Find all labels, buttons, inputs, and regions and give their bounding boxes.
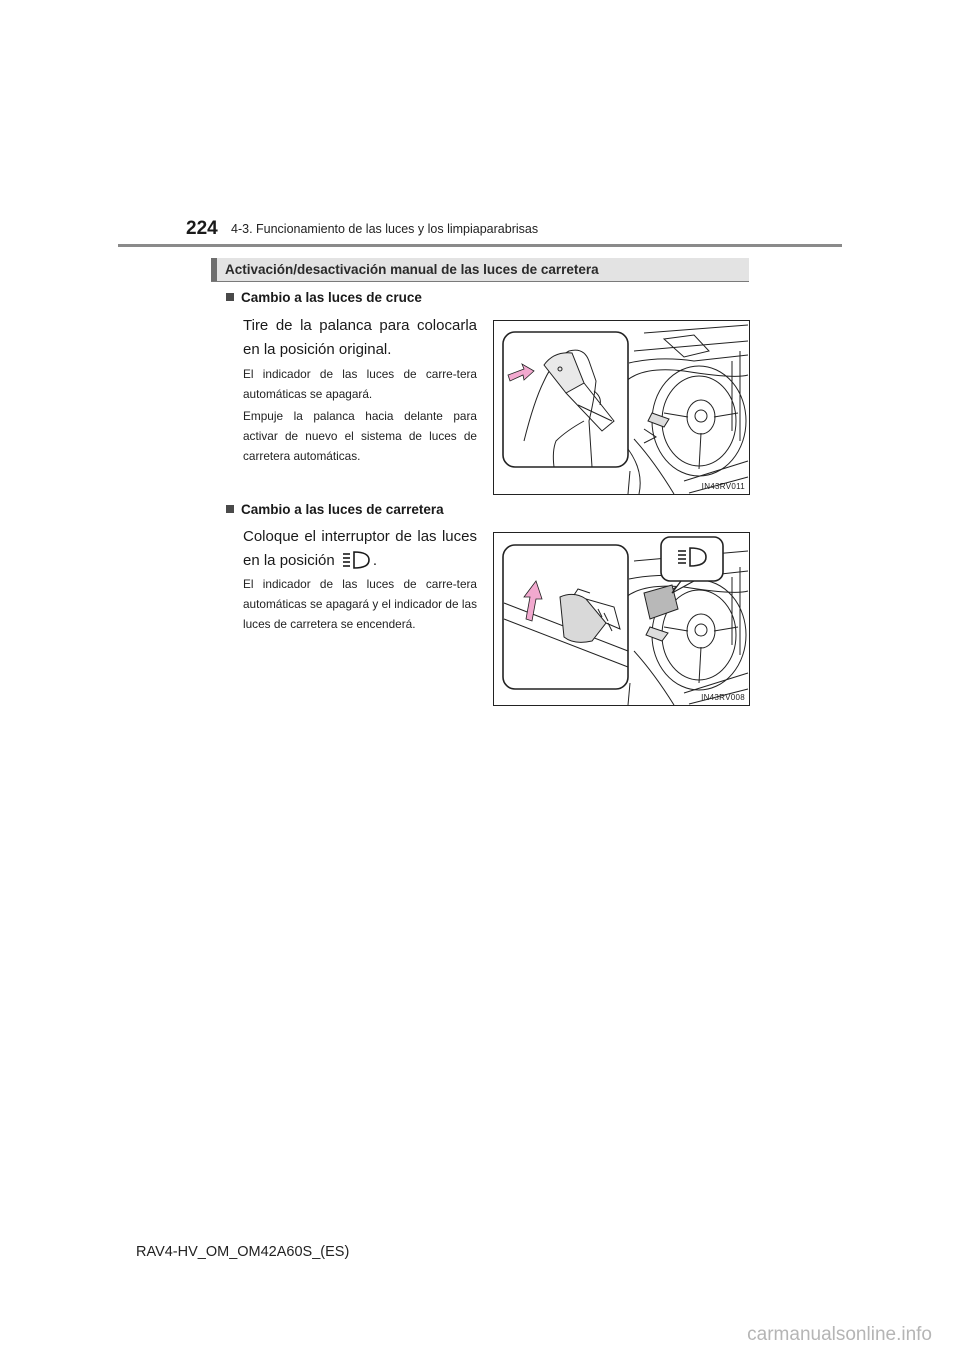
header-rule (118, 244, 842, 247)
subheading-low-beam-text: Cambio a las luces de cruce (241, 290, 422, 305)
figure-switch-high-beam (493, 532, 750, 706)
square-bullet-icon (226, 505, 234, 513)
subheading-high-beam-text: Cambio a las luces de carretera (241, 502, 444, 517)
square-bullet-icon (226, 293, 234, 301)
instruction-low-beam: Tire de la palanca para colocarla en la posición original. (243, 317, 477, 358)
instruction-high-beam-end: . (372, 552, 378, 569)
subheading-low-beam (226, 290, 422, 305)
section-heading-bar (211, 258, 217, 281)
subheading-high-beam (226, 502, 444, 517)
page-number: 224 (186, 218, 218, 239)
figure-lever-pull (493, 320, 750, 495)
figure-lever-pull-illustration (494, 321, 749, 494)
figure-code-1: IN43RV011 (701, 482, 745, 491)
figure-switch-illustration (494, 533, 749, 705)
chapter-title: 4-3. Funcionamiento de las luces y los limpiaparabrisas (231, 222, 539, 236)
note-high-beam-1: El indicador de las luces de carre-tera automáticas se apagará y el indicador de las luces de carretera se encenderá. (243, 577, 477, 631)
instruction-high-beam-text: Coloque el interruptor de las luces en la posición (243, 528, 477, 569)
document-code: RAV4-HV_OM_OM42A60S_(ES) (136, 1244, 350, 1260)
section-heading (211, 258, 749, 282)
watermark: carmanualsonline.info (747, 1324, 932, 1345)
instruction-high-beam (243, 525, 477, 578)
note-low-beam-1: El indicador de las luces de carre-tera automáticas se apagará. (243, 367, 477, 401)
figure-code-2: IN43RV008 (701, 693, 745, 702)
note-low-beam-2: Empuje la palanca hacia delante para activar de nuevo el sistema de luces de carretera automáticas. (243, 409, 477, 463)
section-heading-text: Activación/desactivación manual de las luces de carretera (225, 262, 599, 277)
